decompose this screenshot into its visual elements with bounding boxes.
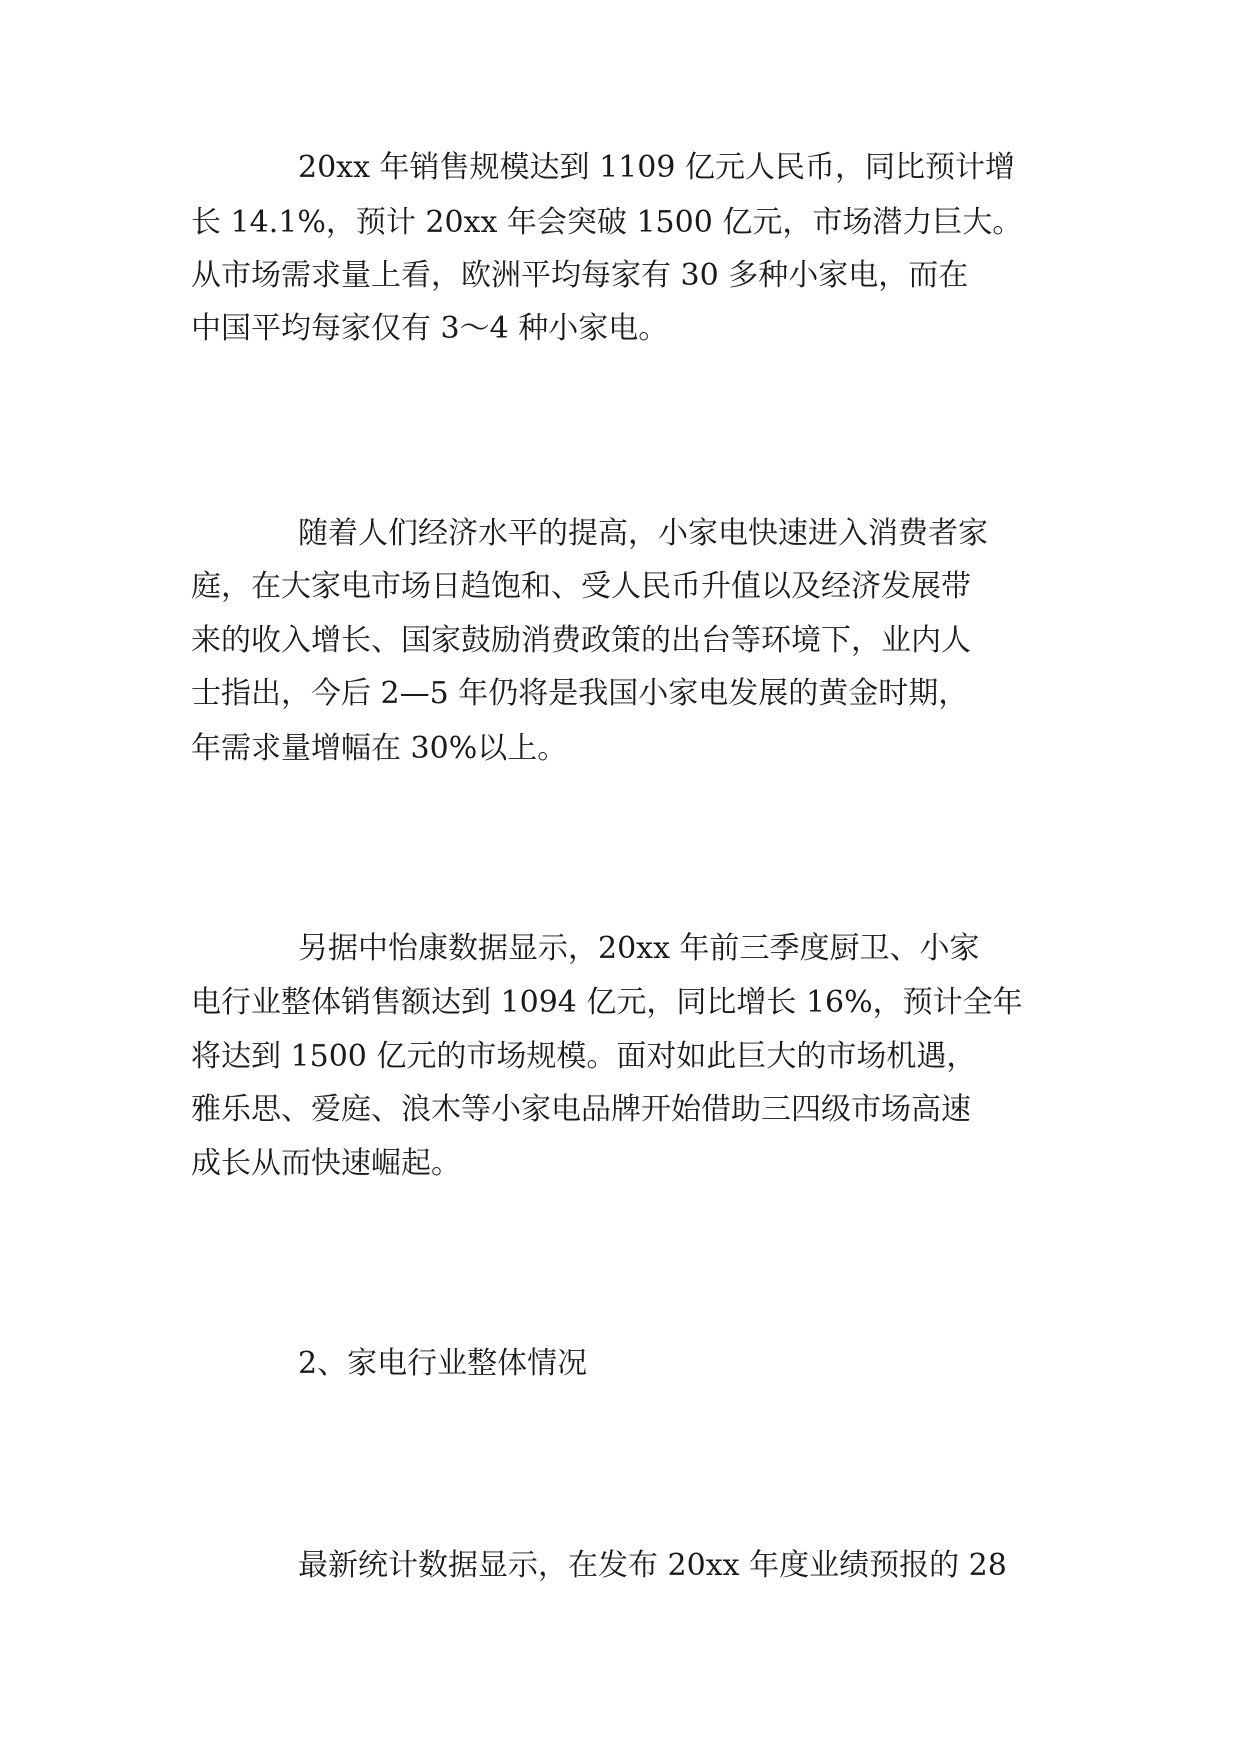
section-heading: 2、家电行业整体情况 xyxy=(298,1346,588,1381)
paragraph-1-line-4: 中国平均每家仅有 3～4 种小家电。 xyxy=(191,311,669,346)
paragraph-3-line-3: 将达到 1500 亿元的市场规模。面对如此巨大的市场机遇， xyxy=(191,1039,977,1074)
paragraph-3-line-5: 成长从而快速崛起。 xyxy=(191,1146,461,1181)
paragraph-2-line-3: 来的收入增长、国家鼓励消费政策的出台等环境下，业内人 xyxy=(191,623,971,658)
paragraph-2-line-5: 年需求量增幅在 30%以上。 xyxy=(191,731,568,766)
paragraph-1-line-3: 从市场需求量上看，欧洲平均每家有 30 多种小家电，而在 xyxy=(191,258,969,293)
paragraph-2-line-2: 庭，在大家电市场日趋饱和、受人民币升值以及经济发展带 xyxy=(191,569,971,604)
paragraph-1-line-1: 20xx 年销售规模达到 1109 亿元人民币，同比预计增 xyxy=(298,150,1015,185)
paragraph-2-line-1: 随着人们经济水平的提高，小家电快速进入消费者家 xyxy=(298,516,988,551)
paragraph-2-line-4: 士指出，今后 2—5 年仍将是我国小家电发展的黄金时期， xyxy=(191,676,969,711)
paragraph-3-line-4: 雅乐思、爱庭、浪木等小家电品牌开始借助三四级市场高速 xyxy=(191,1092,971,1127)
paragraph-3-line-1: 另据中怡康数据显示，20xx 年前三季度厨卫、小家 xyxy=(298,931,980,966)
paragraph-4-line-1: 最新统计数据显示，在发布 20xx 年度业绩预报的 28 xyxy=(298,1548,1007,1583)
paragraph-3-line-2: 电行业整体销售额达到 1094 亿元，同比增长 16%，预计全年 xyxy=(191,985,1023,1020)
paragraph-1-line-2: 长 14.1%，预计 20xx 年会突破 1500 亿元，市场潜力巨大。 xyxy=(191,205,1023,240)
